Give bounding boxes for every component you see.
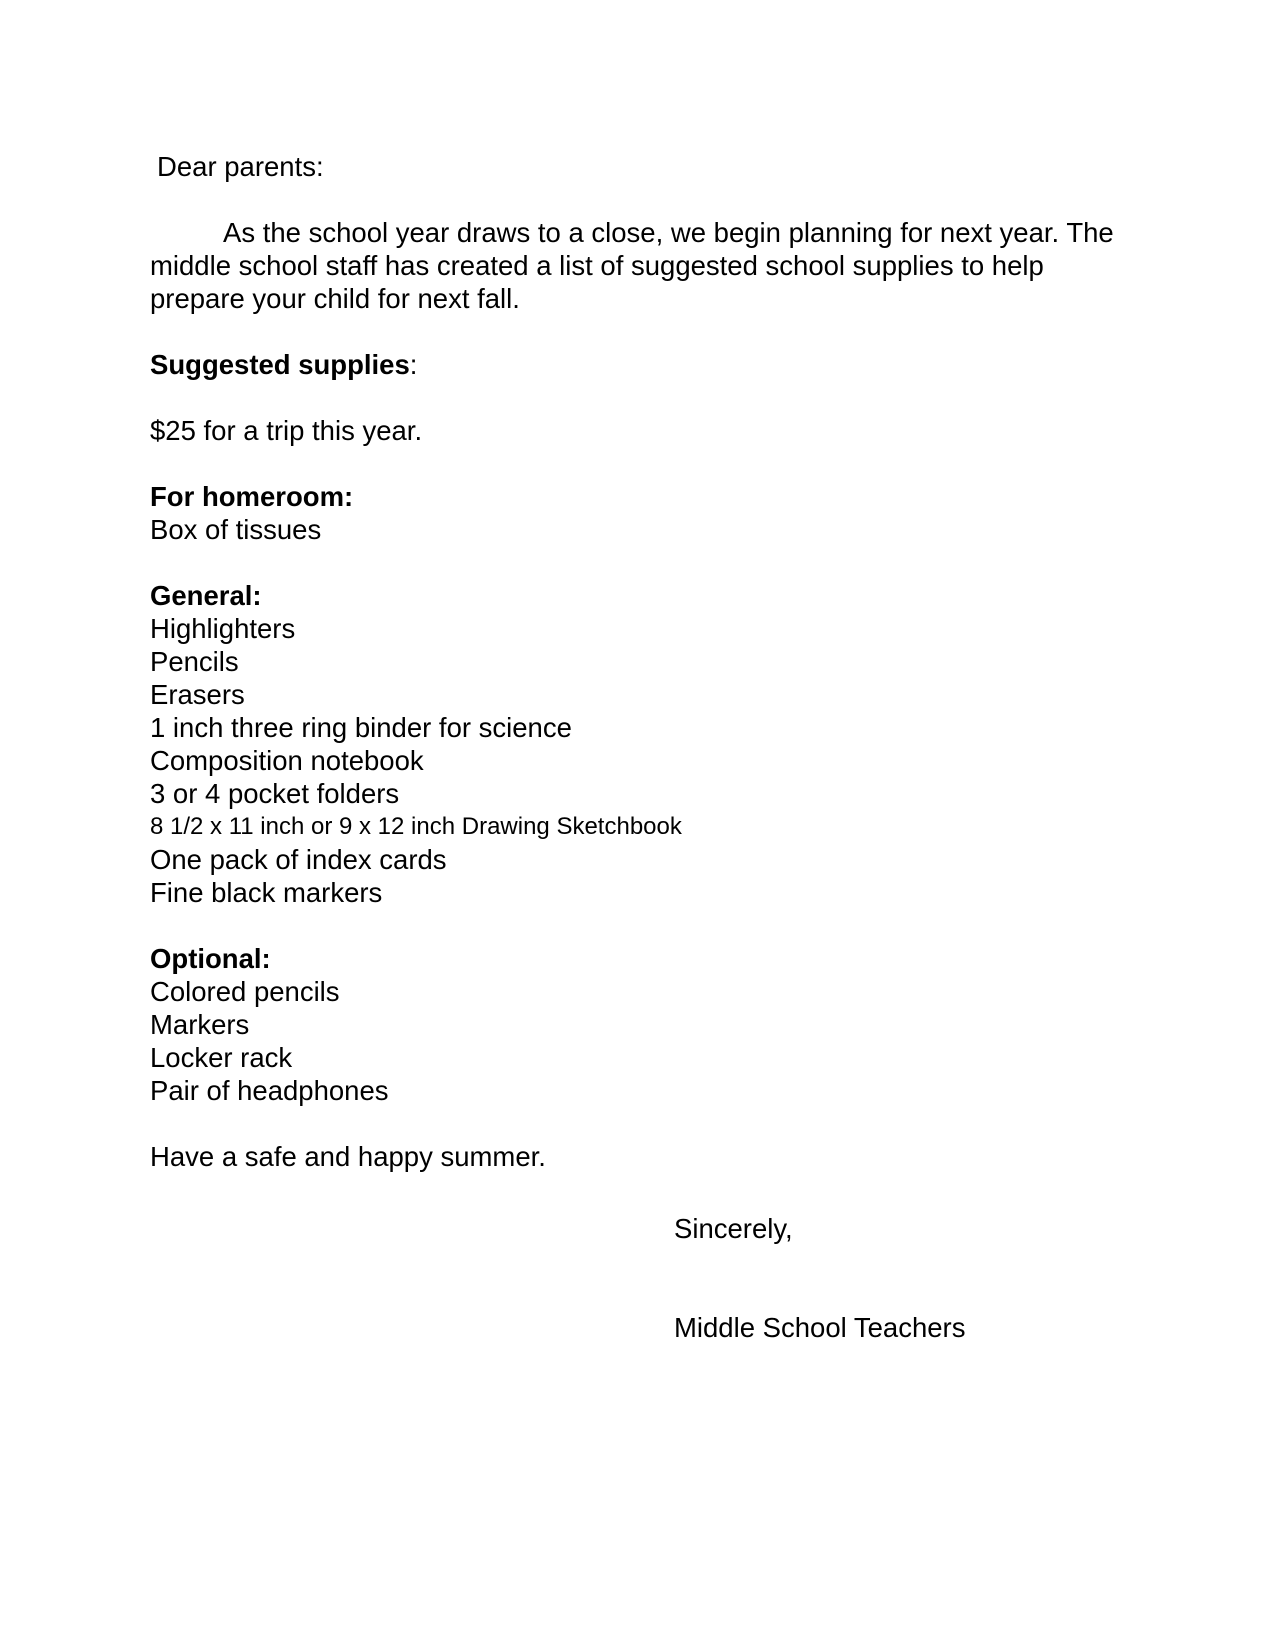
trip-fee-line: $25 for a trip this year. — [150, 415, 423, 446]
list-item: 1 inch three ring binder for science — [150, 712, 572, 743]
list-item: Locker rack — [150, 1042, 293, 1073]
suggested-supplies-colon: : — [409, 349, 418, 380]
list-item: 8 1/2 x 11 inch or 9 x 12 inch Drawing Sketchbook — [150, 813, 682, 840]
list-item: Erasers — [150, 679, 245, 710]
supply-list — [150, 513, 1135, 546]
section-title: General: — [150, 580, 262, 611]
list-item: 3 or 4 pocket folders — [150, 778, 400, 809]
greeting: Dear parents: — [157, 151, 324, 182]
list-item: Box of tissues — [150, 514, 322, 545]
letter-body — [150, 150, 1135, 1206]
list-item: Fine black markers — [150, 877, 383, 908]
closing-line: Have a safe and happy summer. — [150, 1141, 546, 1172]
list-item: Colored pencils — [150, 976, 340, 1007]
section-optional — [150, 942, 1135, 1107]
section-homeroom — [150, 480, 1135, 546]
signoff: Sincerely, — [674, 1213, 793, 1244]
list-item: Pencils — [150, 646, 239, 677]
intro-paragraph — [150, 216, 1135, 315]
supply-list — [150, 975, 1135, 1107]
section-title: For homeroom: — [150, 481, 354, 512]
list-item: Markers — [150, 1009, 250, 1040]
section-title: Optional: — [150, 943, 271, 974]
list-item: Composition notebook — [150, 745, 424, 776]
section-general — [150, 579, 1135, 909]
intro-text: As the school year draws to a close, we begin planning for next year. The middle school staff has created a list of suggested school supplies to help prepare your child for next fall. — [150, 217, 1114, 314]
suggested-supplies-label: Suggested supplies — [150, 349, 410, 380]
list-item: Pair of headphones — [150, 1075, 389, 1106]
list-item: Highlighters — [150, 613, 296, 644]
supply-list — [150, 612, 1135, 909]
list-item: One pack of index cards — [150, 844, 447, 875]
suggested-supplies-heading — [150, 348, 1135, 381]
signature: Middle School Teachers — [674, 1312, 966, 1343]
